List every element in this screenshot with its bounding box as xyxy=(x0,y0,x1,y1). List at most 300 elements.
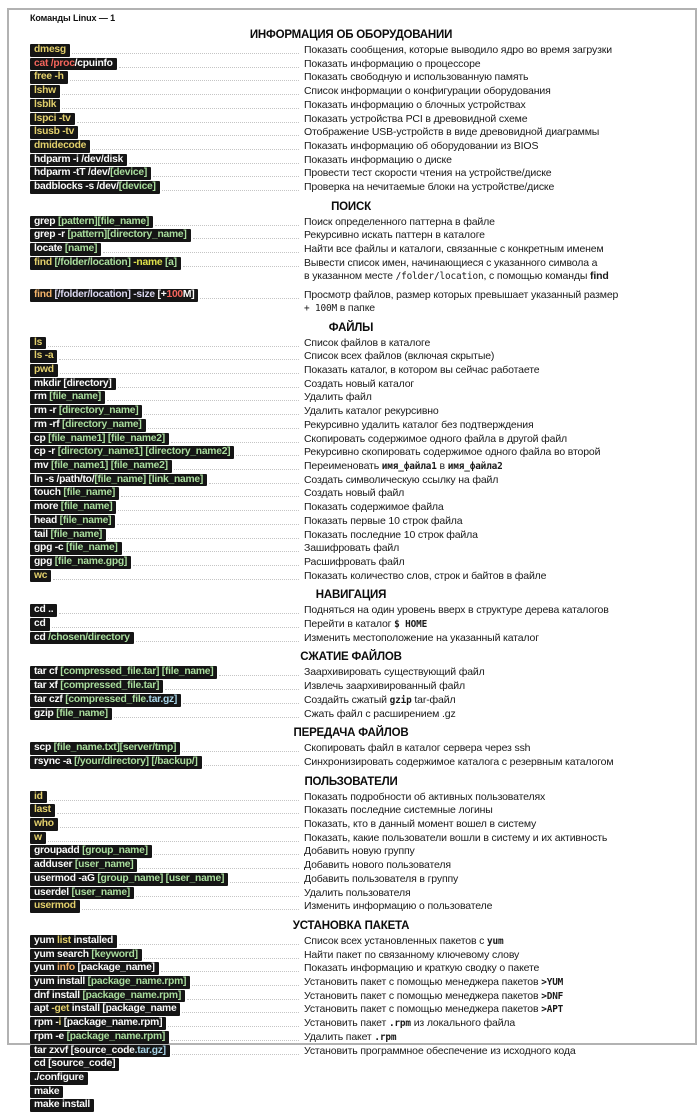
description-text: Просмотр файлов, размер которых превышает указанный размер xyxy=(304,289,619,302)
command-row xyxy=(30,446,672,460)
command-column xyxy=(30,570,302,584)
dotted-leader xyxy=(193,229,299,239)
command-row xyxy=(30,976,672,990)
command-token: yum install xyxy=(34,976,88,988)
description-text: Показать подробности об активных пользователях xyxy=(304,790,546,803)
command xyxy=(30,58,117,71)
description-text: Заархивировать существующий файл xyxy=(304,666,485,679)
dotted-leader xyxy=(183,257,299,267)
dotted-leader xyxy=(70,71,299,81)
command xyxy=(30,44,70,57)
command-token: rsync -a xyxy=(34,755,75,767)
dotted-leader xyxy=(161,962,299,972)
command-token: last xyxy=(34,804,51,816)
command-description xyxy=(302,887,672,900)
command-column xyxy=(30,859,302,873)
command xyxy=(30,618,50,631)
command-description xyxy=(302,243,672,256)
description-text: Удалить файл xyxy=(304,391,372,404)
command-row xyxy=(30,181,672,195)
dotted-leader xyxy=(182,742,299,752)
command-row xyxy=(30,791,672,805)
command-column xyxy=(30,1045,302,1059)
dotted-leader xyxy=(168,1017,299,1027)
dotted-leader xyxy=(154,845,299,855)
command-column xyxy=(30,501,302,515)
command-description xyxy=(302,140,672,153)
command xyxy=(30,529,106,542)
dotted-leader xyxy=(57,804,299,814)
command-token: apt xyxy=(34,1003,52,1015)
command xyxy=(30,845,152,858)
dotted-leader xyxy=(230,873,299,883)
command-description xyxy=(302,791,672,804)
command-token: more xyxy=(34,501,61,513)
command-token: yum xyxy=(34,962,58,974)
command-row xyxy=(30,873,672,887)
description-text: Показать информацию и краткую сводку о пакете xyxy=(304,962,540,975)
command-token: tar cf xyxy=(34,666,61,678)
command-row xyxy=(30,1099,672,1113)
description-text: Показать информацию об оборудовании из BIOS xyxy=(304,139,539,152)
command-token: scp xyxy=(34,742,54,754)
command-column xyxy=(30,243,302,257)
command-row xyxy=(30,405,672,419)
dotted-leader xyxy=(48,832,299,842)
command-row xyxy=(30,859,672,873)
command-token: [file_name] xyxy=(63,487,116,499)
command-description xyxy=(302,949,672,962)
command xyxy=(30,1017,166,1030)
command-token: [pattern][directory_name] xyxy=(67,229,187,241)
description-text: Скопировать файл в каталог сервера через ssh xyxy=(304,742,531,755)
command-token: [directory_name] xyxy=(62,418,142,430)
command-token: tail xyxy=(34,528,51,540)
command-token: /chosen/directory xyxy=(48,631,130,643)
command-token: .tar.gz] xyxy=(145,693,178,705)
command-token: ls -a xyxy=(34,350,54,362)
command-row xyxy=(30,433,672,447)
command-token: [package_name.rpm] xyxy=(66,1030,166,1042)
dotted-leader xyxy=(171,1031,299,1041)
command-token: [file_name] [link_name] xyxy=(94,473,204,485)
command xyxy=(30,666,217,679)
description-text: Создать новый файл xyxy=(304,487,405,500)
description-text: Установить программное обеспечение из исходного кода xyxy=(304,1044,576,1057)
command-row xyxy=(30,556,672,570)
command-token: info xyxy=(57,962,75,974)
command-description xyxy=(302,604,672,617)
description-text: Список всех файлов (включая скрытые) xyxy=(304,350,495,363)
command-description xyxy=(302,58,672,71)
command-token: lsusb -tv xyxy=(34,126,75,138)
command-column xyxy=(30,350,302,364)
command-column xyxy=(30,446,302,460)
command-row xyxy=(30,419,672,433)
command-row xyxy=(30,71,672,85)
description-text: Установить пакет с помощью менеджера пакетов xyxy=(304,989,542,1002)
dotted-leader xyxy=(82,900,299,910)
command xyxy=(30,1003,180,1016)
description-text: Извлечь заархивированный файл xyxy=(304,680,465,693)
command-token: cd xyxy=(34,618,46,630)
dotted-leader xyxy=(49,791,299,801)
command-token: dmidecode xyxy=(34,139,87,151)
command xyxy=(30,289,198,302)
command-token: yum search xyxy=(34,948,92,960)
command-row xyxy=(30,167,672,181)
command-token: lspci -tv xyxy=(34,112,71,124)
command-column xyxy=(30,113,302,127)
description-text: из локального файла xyxy=(410,1017,516,1030)
command-row xyxy=(30,113,672,127)
command-column xyxy=(30,85,302,99)
command-token: install [package_name xyxy=(69,1003,177,1015)
command-row xyxy=(30,804,672,818)
command-token: cat /proc xyxy=(34,57,75,69)
command xyxy=(30,542,122,555)
dotted-leader xyxy=(62,85,299,95)
command-description xyxy=(302,337,672,350)
command-column xyxy=(30,1072,302,1086)
command-column xyxy=(30,1099,302,1113)
section-title: ИНФОРМАЦИЯ ОБ ОБОРУДОВАНИИ xyxy=(249,29,453,41)
command-token: [file_name] xyxy=(49,391,101,403)
command-token: [file_name] xyxy=(56,707,108,719)
command-token: list xyxy=(57,934,71,946)
command-token: rpm - xyxy=(34,1017,59,1029)
command-token: [compressed_file.tar] xyxy=(60,680,160,692)
command xyxy=(30,604,57,617)
description-text: Синхронизировать содержимое каталога с резервным каталогом xyxy=(304,755,614,768)
command-token: tar zxvf [source_code xyxy=(34,1044,135,1056)
command-row xyxy=(30,126,672,140)
command-column xyxy=(30,405,302,419)
command xyxy=(30,873,228,886)
command-token: hdparm -i /dev/disk xyxy=(34,153,124,165)
description-text: Найти все файлы и каталоги, связанные с конкретным именем xyxy=(304,243,604,256)
command xyxy=(30,818,58,831)
command xyxy=(30,962,159,975)
command xyxy=(30,474,207,487)
command-row xyxy=(30,1003,672,1017)
dotted-leader xyxy=(200,289,299,299)
command-description xyxy=(302,708,672,721)
dotted-leader xyxy=(119,935,299,945)
description-text: .rpm xyxy=(388,1018,411,1030)
command xyxy=(30,1086,63,1099)
command-description xyxy=(302,818,672,831)
command-token: dmesg xyxy=(34,44,66,55)
command xyxy=(30,887,134,900)
command-column xyxy=(30,680,302,694)
command-description xyxy=(302,900,672,913)
command-row xyxy=(30,216,672,230)
command xyxy=(30,446,234,459)
command-row xyxy=(30,618,672,632)
command-token: cd .. xyxy=(34,604,54,616)
command-token: [compressed_file.tar] [file_name] xyxy=(60,666,214,678)
command-column xyxy=(30,58,302,72)
command-description xyxy=(302,257,672,283)
description-text: имя_файла1 xyxy=(381,460,437,472)
description-text: tar-файл xyxy=(411,693,456,706)
command xyxy=(30,378,116,391)
command xyxy=(30,99,60,112)
command-column xyxy=(30,419,302,433)
command-token: [file_name1] [file_name2] xyxy=(51,459,168,471)
description-text: Изменить информацию о пользователе xyxy=(304,900,493,913)
description-text: Список файлов в каталоге xyxy=(304,336,431,349)
command xyxy=(30,181,160,194)
command-description xyxy=(302,474,672,487)
command-column xyxy=(30,756,302,770)
command xyxy=(30,859,137,872)
command-column xyxy=(30,804,302,818)
command-description xyxy=(302,460,672,474)
command-token: tar xf xyxy=(34,680,61,692)
description-text: Создайть сжатый xyxy=(304,693,390,706)
command-description xyxy=(302,289,672,315)
command-description xyxy=(302,742,672,755)
command-column xyxy=(30,742,302,756)
description-text: Показать, какие пользователи вошли в систему и их активность xyxy=(304,831,608,844)
command-column xyxy=(30,391,302,405)
description-text: Рекурсивно удалить каталог без подтверждения xyxy=(304,418,534,431)
description-text: /folder/location xyxy=(395,270,484,282)
dotted-leader xyxy=(187,990,299,1000)
command xyxy=(30,1072,88,1085)
command-token: [a] xyxy=(164,256,177,268)
description-text: find xyxy=(590,269,609,282)
description-text: Отображение USB-устройств в виде древовидной диаграммы xyxy=(304,126,600,139)
command-row xyxy=(30,818,672,832)
command xyxy=(30,419,146,432)
command xyxy=(30,791,47,804)
command-token: wc xyxy=(34,569,48,581)
command-row xyxy=(30,44,672,58)
command-column xyxy=(30,556,302,570)
command-column xyxy=(30,1003,302,1017)
command-token: [file_name] xyxy=(60,501,113,513)
command-description xyxy=(302,832,672,845)
command xyxy=(30,501,116,514)
command-column xyxy=(30,832,302,846)
description-text: в указанном месте xyxy=(304,269,396,282)
command-column xyxy=(30,935,302,949)
command-row xyxy=(30,742,672,756)
command-token: find xyxy=(34,256,55,268)
command-description xyxy=(302,694,672,708)
command-description xyxy=(302,962,672,975)
description-text: Показать информацию о процессоре xyxy=(304,57,481,70)
command xyxy=(30,140,90,153)
command-row xyxy=(30,229,672,243)
command-column xyxy=(30,1058,302,1072)
command xyxy=(30,900,80,913)
command-row xyxy=(30,257,672,283)
command xyxy=(30,680,163,693)
command-row xyxy=(30,949,672,963)
command-column xyxy=(30,618,302,632)
command-column xyxy=(30,900,302,914)
description-text: Удалить каталог рекурсивно xyxy=(304,405,439,418)
section-title: НАВИГАЦИЯ xyxy=(315,589,387,602)
dotted-leader xyxy=(121,487,299,497)
command-column xyxy=(30,44,302,58)
command-token: userdel xyxy=(34,886,72,898)
command-token: cd [source_code] xyxy=(34,1058,116,1070)
command-token: cp xyxy=(34,432,49,444)
dotted-leader xyxy=(133,556,299,566)
command-row xyxy=(30,756,672,770)
command-row xyxy=(30,99,672,113)
command xyxy=(30,71,68,84)
command xyxy=(30,167,151,180)
command xyxy=(30,1058,119,1071)
command-token: make install xyxy=(34,1099,90,1111)
command-column xyxy=(30,791,302,805)
command xyxy=(30,949,142,962)
command-token: [file_name.gpg] xyxy=(54,555,128,567)
description-text: Добавить пользователя в группу xyxy=(304,872,459,885)
command-column xyxy=(30,229,302,243)
command xyxy=(30,126,78,139)
section-title: ПЕРЕДАЧА ФАЙЛОВ xyxy=(293,727,409,740)
command xyxy=(30,976,190,989)
description-text: >APT xyxy=(541,1004,564,1016)
description-text: Подняться на один уровень вверх в структуре дерева каталогов xyxy=(304,604,609,617)
description-text: Показать каталог, в котором вы сейчас работаете xyxy=(304,364,540,377)
command xyxy=(30,460,172,473)
command-token: [/folder/location] xyxy=(54,256,131,268)
command-token: make xyxy=(34,1085,60,1097)
command-token: -name xyxy=(130,256,165,268)
command-description xyxy=(302,756,672,769)
description-text: + 100M xyxy=(304,302,337,314)
command-token: free -h xyxy=(34,71,64,83)
dotted-leader xyxy=(136,632,299,642)
command-token: [device] xyxy=(118,181,156,193)
dotted-leader xyxy=(108,529,299,539)
command xyxy=(30,364,58,377)
description-text: Показать, кто в данный момент вошел в систему xyxy=(304,818,537,831)
command-column xyxy=(30,364,302,378)
description-text: Расшифровать файл xyxy=(304,555,405,568)
description-text: имя_файла2 xyxy=(447,460,503,472)
command-column xyxy=(30,216,302,230)
command-column xyxy=(30,1017,302,1031)
command xyxy=(30,257,181,270)
dotted-leader xyxy=(144,405,299,415)
command-description xyxy=(302,666,672,679)
description-text: Показать сообщения, которые выводило ядро во время загрузки xyxy=(304,44,612,56)
command-row xyxy=(30,58,672,72)
dotted-leader xyxy=(209,474,299,484)
dotted-leader xyxy=(139,859,299,869)
command-token: cp -r xyxy=(34,446,58,458)
description-text: gzip xyxy=(389,694,412,706)
command-token: adduser xyxy=(34,859,75,871)
dotted-leader xyxy=(48,337,299,347)
command-token: M] xyxy=(182,289,195,301)
command-token: gpg xyxy=(34,555,55,567)
command-row xyxy=(30,845,672,859)
command-column xyxy=(30,887,302,901)
command-description xyxy=(302,556,672,569)
command-description xyxy=(302,804,672,817)
command-token: touch xyxy=(34,487,64,499)
command-token: [compressed_file xyxy=(65,693,146,705)
command-row xyxy=(30,962,672,976)
command xyxy=(30,1099,94,1112)
dotted-leader xyxy=(92,140,299,150)
dotted-leader xyxy=(144,949,299,959)
command-column xyxy=(30,694,302,708)
command-row xyxy=(30,832,672,846)
description-text: .rpm xyxy=(374,1031,397,1043)
command-column xyxy=(30,1031,302,1045)
section-title: ПОЛЬЗОВАТЕЛИ xyxy=(304,775,398,788)
description-text: в папке xyxy=(336,301,375,314)
command-row xyxy=(30,501,672,515)
command-column xyxy=(30,962,302,976)
command-column xyxy=(30,1086,302,1100)
command-token: [name] xyxy=(64,243,98,255)
command-row xyxy=(30,666,672,680)
description-text: Создать символическую ссылку на файл xyxy=(304,473,499,486)
command-description xyxy=(302,181,672,194)
command xyxy=(30,243,101,256)
description-text: Поиск определенного паттерна в файле xyxy=(304,215,495,228)
dotted-leader xyxy=(153,167,299,177)
command xyxy=(30,433,169,446)
description-text: Зашифровать файл xyxy=(304,542,400,555)
command-column xyxy=(30,289,302,303)
command-description xyxy=(302,632,672,645)
command xyxy=(30,229,191,242)
command-column xyxy=(30,257,302,271)
description-text: Список информации о конфигурации оборудования xyxy=(304,85,551,98)
command-row xyxy=(30,1072,672,1086)
command-token: [/your/directory] [/backup/] xyxy=(74,755,198,767)
command-token: lshw xyxy=(34,85,56,97)
command-row xyxy=(30,1017,672,1031)
command-column xyxy=(30,474,302,488)
command-description xyxy=(302,71,672,84)
command-column xyxy=(30,542,302,556)
command-token: mkdir [directory] xyxy=(34,377,112,389)
command-token: [file_name] xyxy=(50,528,103,540)
command-token: i xyxy=(58,1017,62,1029)
command-token: [package_name.rpm] xyxy=(87,976,187,988)
command-column xyxy=(30,818,302,832)
command-column xyxy=(30,378,302,392)
command-token: usermod xyxy=(34,900,76,912)
command-token: mv xyxy=(34,459,51,471)
command-column xyxy=(30,873,302,887)
description-text: >YUM xyxy=(541,977,564,989)
dotted-leader xyxy=(172,1045,299,1055)
command-description xyxy=(302,859,672,872)
dotted-leader xyxy=(174,460,299,470)
command-column xyxy=(30,460,302,474)
command-description xyxy=(302,364,672,377)
command-token: /cpuinfo xyxy=(74,57,113,69)
command-column xyxy=(30,126,302,140)
description-text: Скопировать содержимое одного файла в другой файл xyxy=(304,432,568,445)
command xyxy=(30,154,127,167)
